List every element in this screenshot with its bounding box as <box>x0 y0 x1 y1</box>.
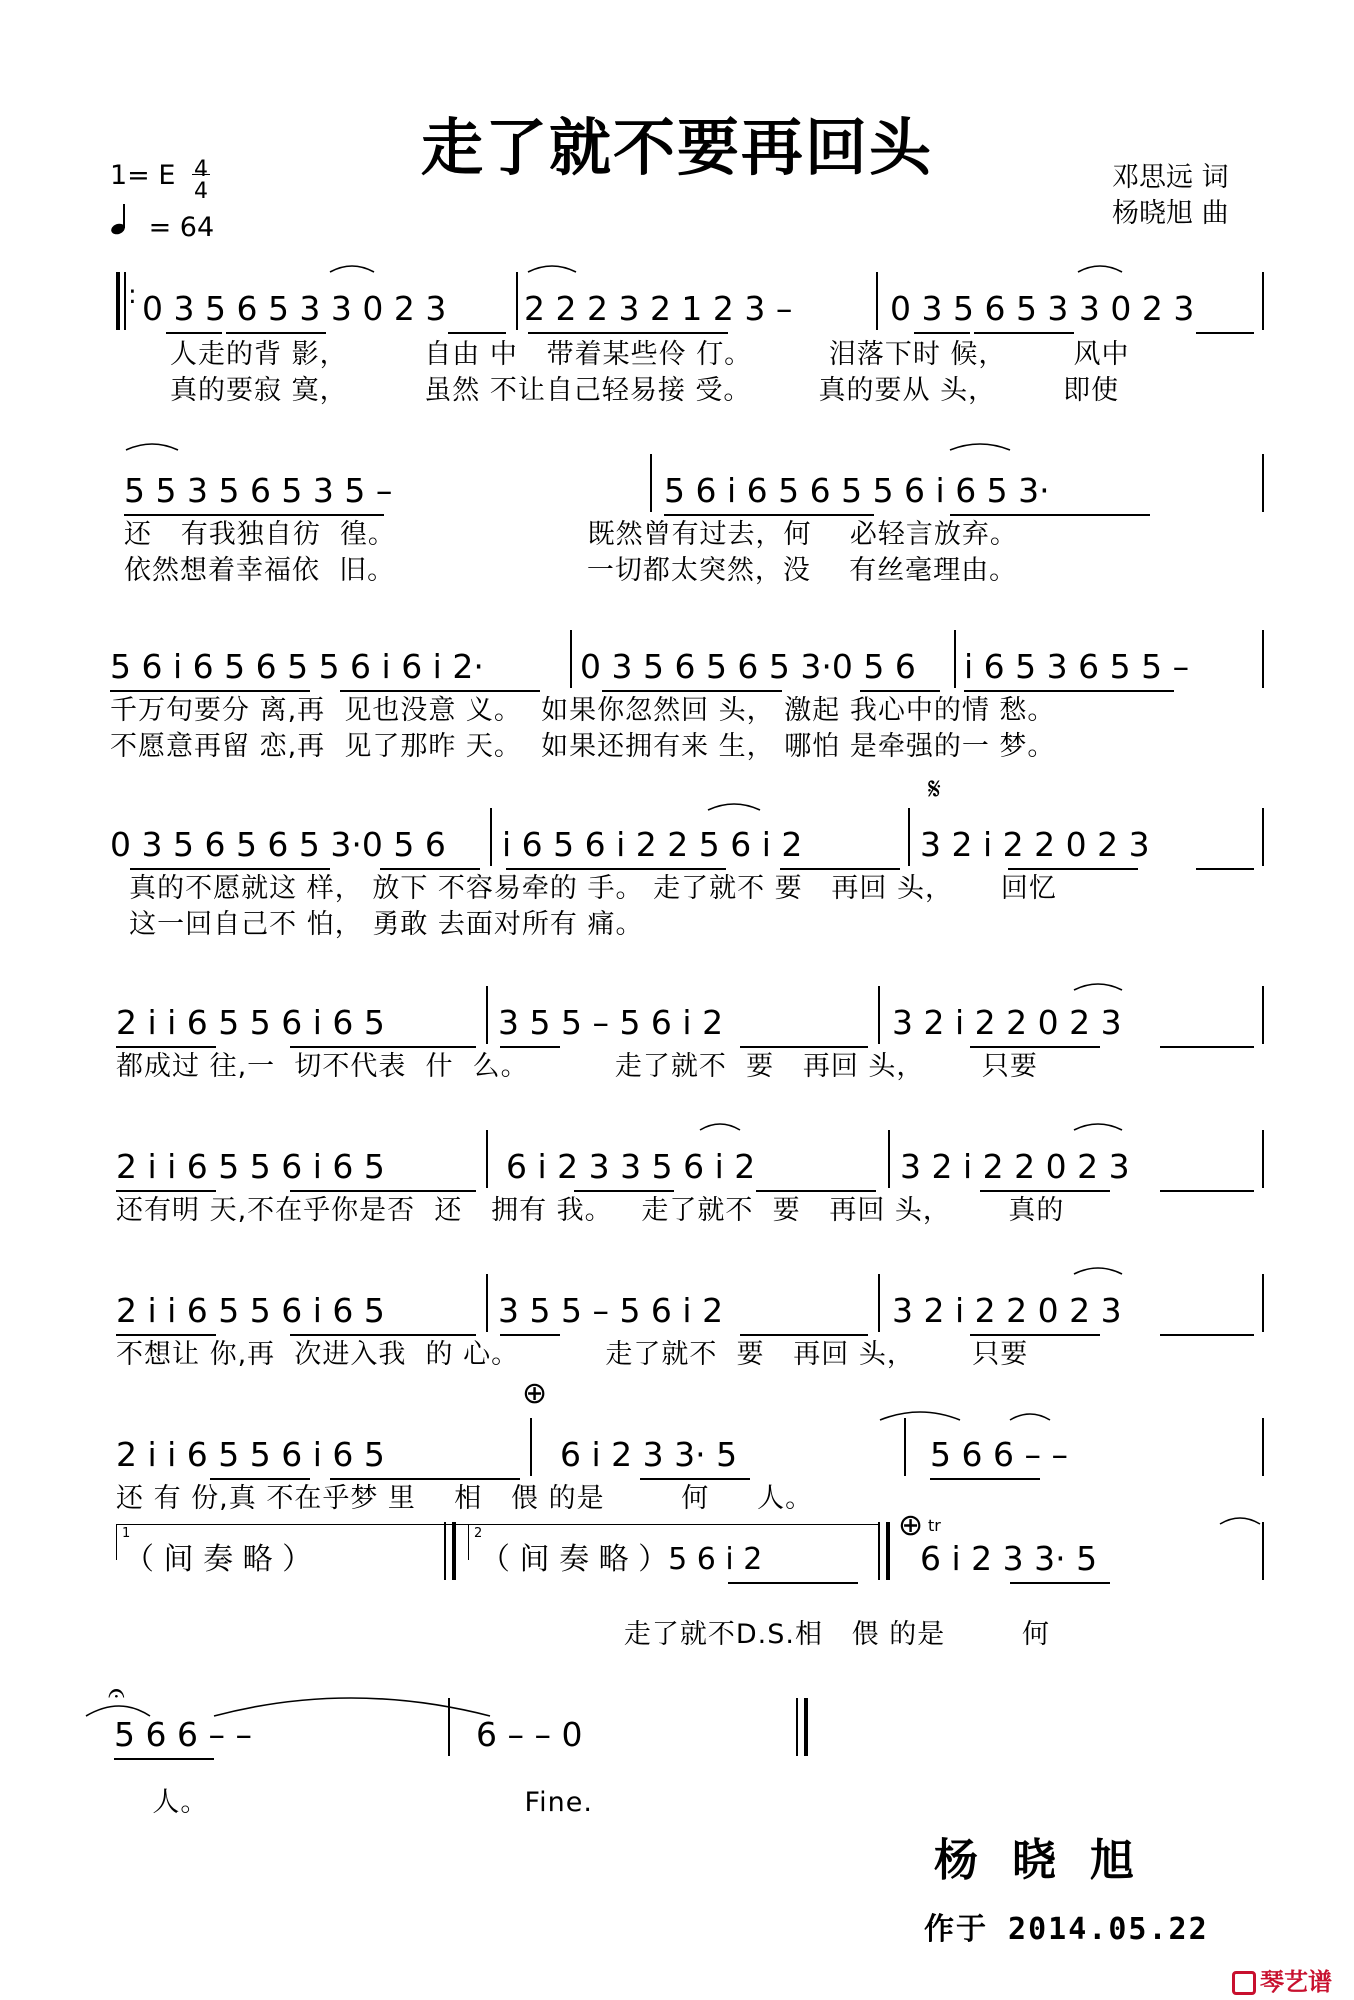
measure-11: 3 2 i 2 2 0 2 3 <box>920 825 1150 864</box>
measure-23: 5 6 6 – – <box>930 1435 1068 1474</box>
volta-2-number: 2 <box>474 1526 483 1541</box>
lyrics-verse2-line3: 不愿意再留 恋,再 见了那昨 天。 如果还拥有来 生， 哪怕 是牵强的一 梦。 <box>110 731 1056 762</box>
lyrics-verse2-line2: 依然想着幸福依 旧。 一切都太突然，没 有丝毫理由。 <box>124 555 1018 586</box>
fermata-icon: 𝄐 <box>108 1676 125 1711</box>
lyrics-chorus-line3: 不想让 你,再 次进入我 的 心。 走了就不 要 再回 头， 只要 <box>116 1339 1029 1370</box>
interlude-1: （ 间 奏 略 ） <box>124 1542 313 1577</box>
lyricist-credit: 邓思远 词 <box>1112 162 1229 193</box>
slur-10 <box>1074 1268 1122 1274</box>
measure-14: 3 2 i 2 2 0 2 3 <box>892 1003 1122 1042</box>
measure-15: 2 i i 6 5 5 6 i 6 5 <box>116 1147 385 1186</box>
measure-20: 3 2 i 2 2 0 2 3 <box>892 1291 1122 1330</box>
measure-16: 6 i 2 3 3 5 6 i 2 <box>506 1147 756 1186</box>
slur-9 <box>1074 1124 1122 1130</box>
slur-13 <box>1220 1518 1260 1524</box>
slur-14 <box>86 1706 150 1716</box>
composer-signature: 杨晓旭 <box>934 1835 1168 1886</box>
measure-17: 3 2 i 2 2 0 2 3 <box>900 1147 1130 1186</box>
lyrics-verse2-line4: 这一回自己不 怕， 勇敢 去面对所有 痛。 <box>110 909 644 940</box>
segno-icon: 𝄋 <box>928 772 941 807</box>
measure-26: 6 – – 0 <box>476 1715 583 1754</box>
lyrics-verse1-line3: 千万句要分 离,再 见也没意 义。 如果你忽然回 头， 激起 我心中的情 愁。 <box>110 695 1056 726</box>
slur-1 <box>330 266 374 272</box>
lyrics-verse1-line1: 人走的背 影， 自由 中 带着某些伶 仃。 泪落下时 候， 风中 <box>170 339 1130 370</box>
measure-9: 0 3 5 6 5 6 5 3·0 5 6 <box>110 825 446 864</box>
measure-7: 0 3 5 6 5 6 5 3·0 5 6 <box>580 647 916 686</box>
slur-11 <box>880 1412 960 1420</box>
tempo-value: = 64 <box>148 212 215 243</box>
slur-8 <box>700 1124 740 1130</box>
watermark-logo <box>1232 1962 1332 1997</box>
measure-6: 5 6 i 6 5 6 5 5 6 i 6 i 2· <box>110 647 484 686</box>
lyrics-verse1-line4: 真的不愿就这 样， 放下 不容易牵的 手。 走了就不 要 再回 头， 回忆 <box>110 873 1057 904</box>
measure-3: 0 3 5 6 5 3 3 0 2 3 <box>890 289 1195 328</box>
repeat-start-dots: : <box>128 280 137 310</box>
slur-4 <box>126 444 178 450</box>
lyrics-chorus-line4: 还 有 份,真 不在乎梦 里 相 偎 的是 何 人。 <box>116 1483 814 1514</box>
measure-21: 2 i i 6 5 5 6 i 6 5 <box>116 1435 385 1474</box>
measure-19: 3 5 5 – 5 6 i 2 <box>498 1291 724 1330</box>
page-title: 走了就不要再回头 <box>420 111 933 184</box>
measure-10: i 6 5 6 i 2 2 5 6 i 2 <box>502 825 803 864</box>
slur-5 <box>950 444 1010 450</box>
watermark-text: 琴艺谱 <box>1260 1968 1332 1996</box>
measure-25: 5 6 6 – – <box>114 1715 252 1754</box>
lyrics-ds-line: 走了就不D.S.相 偎 的是 何 <box>116 1619 1050 1650</box>
slur-2 <box>528 266 576 272</box>
measure-4: 5 5 3 5 6 5 3 5 – <box>124 471 393 510</box>
measure-2: 2 2 2 3 2 1 2 3 – <box>524 289 793 328</box>
slur-3 <box>1078 266 1122 272</box>
watermark-logo-icon <box>1232 1971 1256 1995</box>
interlude-2: （ 间 奏 略 ）5 6 i 2 <box>480 1542 763 1577</box>
volta-1-number: 1 <box>122 1526 131 1541</box>
measure-22: 6 i 2 3 3· 5 <box>560 1435 738 1474</box>
measure-18: 2 i i 6 5 5 6 i 6 5 <box>116 1291 385 1330</box>
measure-24: 6 i 2 3 3· 5 <box>920 1539 1098 1578</box>
lyrics-verse2-line1: 真的要寂 寞， 虽然 不让自己轻易接 受。 真的要从 头， 即使 <box>170 375 1120 406</box>
coda-icon-2: ⊕ <box>898 1508 924 1543</box>
measure-1: 0 3 5 6 5 3 3 0 2 3 <box>142 289 447 328</box>
lyrics-verse1-line2: 还 有我独自彷 徨。 既然曾有过去，何 必轻言放弃。 <box>124 519 1018 550</box>
key-label: 1= E <box>110 160 176 191</box>
lyrics-chorus-line2: 还有明 天,不在乎你是否 还 拥有 我。 走了就不 要 再回 头， 真的 <box>116 1195 1065 1226</box>
coda-icon: ⊕ <box>522 1376 548 1411</box>
slur-12 <box>1010 1414 1050 1420</box>
time-sig-top: 4 <box>194 157 209 182</box>
composer-credit: 杨晓旭 曲 <box>1112 198 1229 229</box>
measure-13: 3 5 5 – 5 6 i 2 <box>498 1003 724 1042</box>
slur-7 <box>1074 984 1122 990</box>
measure-5: 5 6 i 6 5 6 5 5 6 i 6 5 3· <box>664 471 1050 510</box>
lyrics-final-line: 人。 Fine. <box>114 1787 593 1818</box>
measure-12: 2 i i 6 5 5 6 i 6 5 <box>116 1003 385 1042</box>
lyrics-chorus-line1: 都成过 往,一 切不代表 什 么。 走了就不 要 再回 头， 只要 <box>116 1051 1038 1082</box>
slur-15 <box>214 1698 490 1716</box>
time-sig-bottom: 4 <box>194 179 209 204</box>
slur-6 <box>708 804 760 810</box>
composition-date: 作于 2014.05.22 <box>924 1912 1209 1947</box>
trill-mark: tr <box>928 1516 941 1535</box>
measure-8: i 6 5 3 6 5 5 – <box>964 647 1190 686</box>
